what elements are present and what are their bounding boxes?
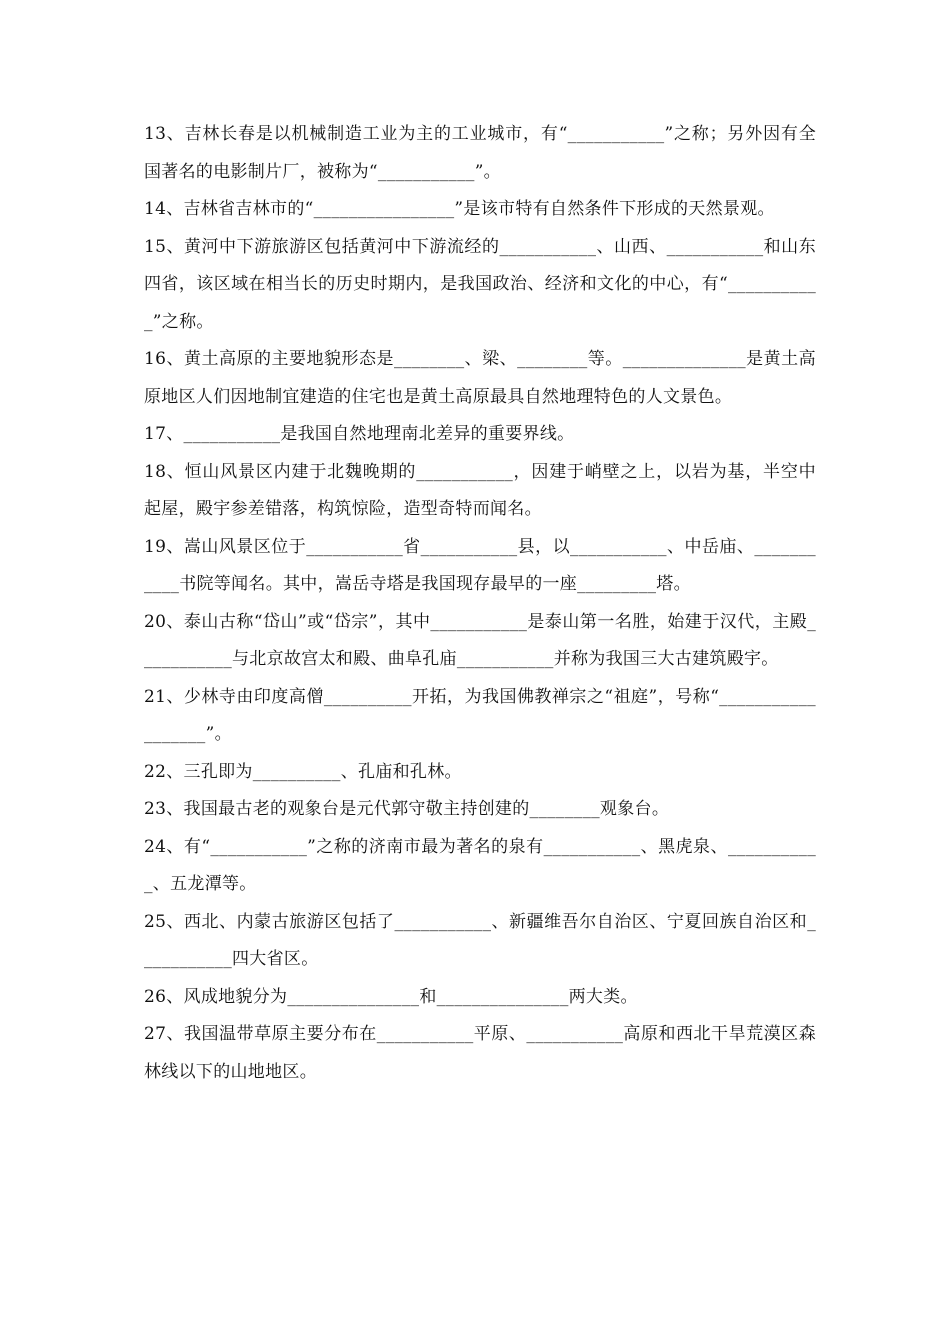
question-17 <box>144 416 816 454</box>
question-13 <box>144 116 816 191</box>
question-19 <box>144 529 816 604</box>
question-15 <box>144 229 816 342</box>
question-text: 22、三孔即为__________、孔庙和孔林。 <box>144 761 462 782</box>
question-text: 27、我国温带草原主要分布在___________平原、___________高原和西北干旱荒漠区森林线以下的山地地区。 <box>144 1024 816 1082</box>
question-20 <box>144 604 816 679</box>
question-text: 18、恒山风景区内建于北魏晚期的___________，因建于峭壁之上，以岩为基，半空中起屋，殿宇参差错落，构筑惊险，造型奇特而闻名。 <box>144 461 816 519</box>
question-text: 26、风成地貌分为_______________和_______________两大类。 <box>144 986 638 1007</box>
question-text: 14、吉林省吉林市的“________________”是该市特有自然条件下形成的天然景观。 <box>144 199 775 219</box>
question-14 <box>144 191 816 229</box>
question-text: 24、有“___________”之称的济南市最为著名的泉有___________、黑虎泉、___________、五龙潭等。 <box>144 836 816 894</box>
question-text: 16、黄土高原的主要地貌形态是________、梁、________等。______________是黄土高原地区人们因地制宜建造的住宅也是黄土高原最具自然地理特色的人文景色。 <box>144 349 816 407</box>
question-23 <box>144 791 816 829</box>
question-text: 25、西北、内蒙古旅游区包括了___________、新疆维吾尔自治区、宁夏回族自治区和___________四大省区。 <box>144 911 816 969</box>
question-text: 15、黄河中下游旅游区包括黄河中下游流经的___________、山西、___________和山东四省，该区域在相当长的历史时期内，是我国政治、经济和文化的中心，有“___________”之称。 <box>144 236 816 332</box>
question-22 <box>144 754 816 792</box>
question-text: 13、吉林长春是以机械制造工业为主的工业城市，有“___________”之称；另外因有全国著名的电影制片厂，被称为“___________”。 <box>144 124 816 182</box>
question-text: 20、泰山古称“岱山”或“岱宗”，其中___________是泰山第一名胜，始建于汉代，主殿___________与北京故宫太和殿、曲阜孔庙___________并称为我国三大古建筑殿宇。 <box>144 611 816 669</box>
question-text: 19、嵩山风景区位于___________省___________县，以___________、中岳庙、___________书院等闻名。其中，嵩岳寺塔是我国现存最早的一座_________塔。 <box>144 536 816 594</box>
question-25 <box>144 904 816 979</box>
question-24 <box>144 829 816 904</box>
question-26 <box>144 979 816 1017</box>
question-text: 17、___________是我国自然地理南北差异的重要界线。 <box>144 424 575 444</box>
worksheet-page <box>144 116 816 1091</box>
question-21 <box>144 679 816 754</box>
question-text: 21、少林寺由印度高僧__________开拓，为我国佛教禅宗之“祖庭”，号称“__________________”。 <box>144 686 816 744</box>
question-16 <box>144 341 816 416</box>
question-27 <box>144 1016 816 1091</box>
question-text: 23、我国最古老的观象台是元代郭守敬主持创建的________观象台。 <box>144 799 670 819</box>
question-18 <box>144 454 816 529</box>
